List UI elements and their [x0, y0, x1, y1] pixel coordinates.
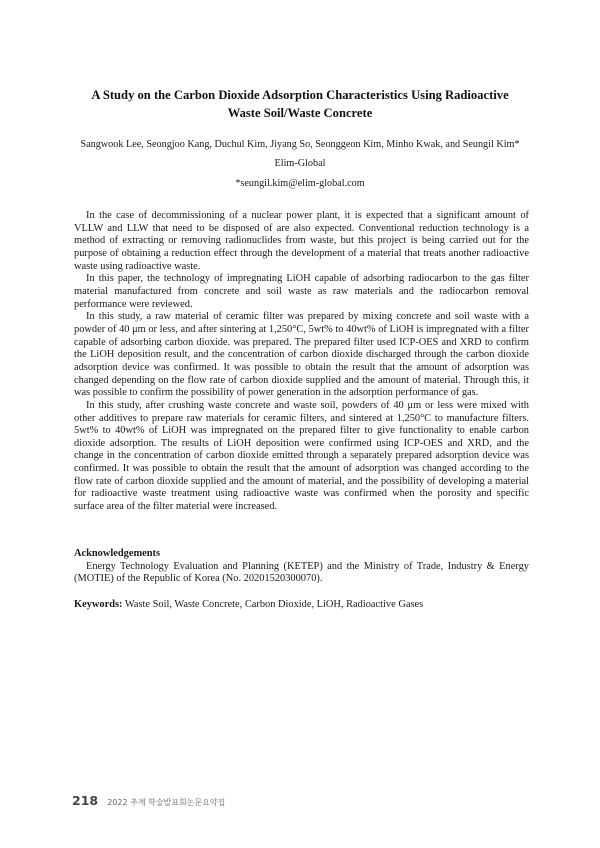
- abstract-paragraph: In this paper, the technology of impregnating LiOH capable of adsorbing radiocarbon to the gas filter material manufactured from concrete and soil waste as raw materials and the radiocarbon removal performance were reviewed.: [74, 273, 529, 310]
- acknowledgements-heading: Acknowledgements: [74, 548, 161, 559]
- paper-title-line-1: A Study on the Carbon Dioxide Adsorption Characteristics Using Radioactive: [91, 88, 509, 102]
- acknowledgements-section: [74, 548, 529, 586]
- acknowledgements-text: Energy Technology Evaluation and Planning (KETEP) and the Ministry of Trade, Industry & Energy (MOTIE) of the Republic of Korea (No. 20201520300070).: [74, 560, 529, 585]
- abstract-paragraph: In this study, a raw material of ceramic filter was prepared by mixing concrete and soil waste with a powder of 40 μm or less, and after sintering at 1,250°C, 5wt% to 40wt% of LiOH is impregnated with a filter capable of adsorbing carbon dioxide. was prepared. The prepared filter used ICP-OES and XRD to confirm the LiOH deposition result, and the concentration of carbon dioxide discharged through the carbon dioxide adsorption device was confirmed. It was possible to obtain the result that the amount of adsorption was changed depending on the flow rate of carbon dioxide supplied and the amount of material. Through this, it was possible to confirm the possibility of power generation in the adsorption performance of gas.: [74, 311, 529, 399]
- paper-title: [60, 86, 540, 122]
- author-list: Sangwook Lee, Seongjoo Kang, Duchul Kim, Jiyang So, Seonggeon Kim, Minho Kwak, and Seungil Kim*: [80, 139, 520, 150]
- keywords-label: Keywords:: [74, 599, 123, 610]
- abstract-body: [74, 210, 529, 514]
- abstract-paragraph: In the case of decommissioning of a nuclear power plant, it is expected that a significant amount of VLLW and LLW that need to be disposed of are also expected. Conventional reduction technology is a method of extracting or removing radionuclides from waste, but this project is being carried out for the purpose of obtaining a reduction effect through the development of a material that treats another radioactive waste using radioactive waste.: [74, 210, 529, 272]
- corresponding-email: *seungil.kim@elim-global.com: [235, 178, 365, 189]
- page-number: 218: [72, 793, 99, 808]
- paper-title-line-2: Waste Soil/Waste Concrete: [227, 106, 373, 120]
- affiliation: Elim-Global: [274, 158, 326, 169]
- keywords-section: [74, 599, 529, 612]
- page-footer: [72, 790, 225, 809]
- keywords-text: Waste Soil, Waste Concrete, Carbon Dioxide, LiOH, Radioactive Gases: [124, 599, 424, 610]
- abstract-paragraph: In this study, after crushing waste concrete and waste soil, powders of 40 μm or less were mixed with other additives to prepare raw materials for ceramic filters, and sintered at 1,250°C to manufacture filters. 5wt% to 40wt% of LiOH was impregnated on the prepared filter to give functionality to enable carbon dioxide adsorption. The results of LiOH deposition were confirmed using ICP-OES and XRD, and the change in the concentration of carbon dioxide emitted through a separately prepared adsorption device was confirmed. It was possible to obtain the result that the amount of adsorption was changed according to the flow rate of carbon dioxide supplied and the amount of material, and the possibility of developing a material for radioactive waste treatment using radioactive waste was confirmed when the porosity and specific surface area of the filter material were increased.: [74, 399, 529, 513]
- conference-name: 2022 추계 학술발표회논문요약집: [107, 798, 226, 807]
